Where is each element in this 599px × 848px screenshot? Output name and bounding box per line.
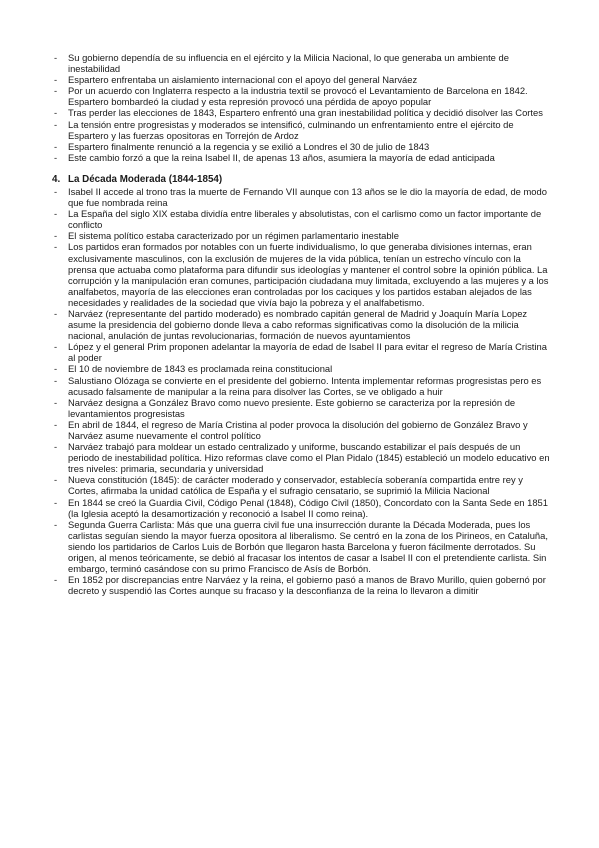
list-item: - López y el general Prim proponen adelantar la mayoría de edad de Isabel II para evitar el regreso de María Cristina al poder — [52, 341, 552, 363]
list-item: - Espartero enfrentaba un aislamiento internacional con el apoyo del general Narváez — [52, 74, 552, 85]
list-item: - La tensión entre progresistas y moderados se intensificó, culminando un enfrentamiento entre el ejército de Espartero y las fuerzas opositoras en Torrejón de Ardoz — [52, 119, 552, 141]
section-bullet-list — [52, 186, 552, 596]
intro-bullet-list — [52, 52, 552, 163]
list-item: - Narváez trabajó para moldear un estado centralizado y uniforme, buscando estabilizar el país después de un periodo de inestabilidad política. Hizo reformas clave como el Plan Pidalo (1845) estableció un modelo educativo en tres niveles: primaria, secundaria y universidad — [52, 441, 552, 474]
list-item: - En 1852 por discrepancias entre Narváez y la reina, el gobierno pasó a manos de Bravo Murillo, quien gobernó por decreto y suspendió las Cortes aunque su fracaso y la desconfianza de la reina lo llevaron a dimitir — [52, 574, 552, 596]
list-item: - Tras perder las elecciones de 1843, Espartero enfrentó una gran inestabilidad política y decidió disolver las Cortes — [52, 107, 552, 118]
list-item: - Segunda Guerra Carlista: Más que una guerra civil fue una insurrección durante la Década Moderada, pues los carlistas seguían siendo la mayor fuerza opositora al liberalismo. Se centró en la zona de los Pirineos, en Cataluña, siendo los partidarios de Carlos Luis de Borbón que llegaron hasta Barcelona y fueron fácilmente derrotados. Su origen, al menos teóricamente, se debió al fracasar los intentos de casar a Isabel II con el pretendiente carlista. Sin embargo, terminó casándose con su primo Francisco de Asís de Borbón. — [52, 519, 552, 574]
list-item: - En abril de 1844, el regreso de María Cristina al poder provoca la disolución del gobierno de González Bravo y Narváez asume nuevamente el control político — [52, 419, 552, 441]
list-item: - Narváez designa a González Bravo como nuevo presiente. Este gobierno se caracteriza por la represión de levantamientos progresistas — [52, 397, 552, 419]
list-item: - La España del siglo XIX estaba dividía entre liberales y absolutistas, con el carlismo como un factor importante de conflicto — [52, 208, 552, 230]
list-item: - En 1844 se creó la Guardia Civil, Código Penal (1848), Código Civil (1850), Concordato con la Santa Sede en 1851 (la Iglesia aceptó la desamortización y reconoció a Isabel II como reina). — [52, 497, 552, 519]
list-item: - Los partidos eran formados por notables con un fuerte individualismo, lo que generaba divisiones internas, eran exclusivamente masculinos, con la exclusión de mujeres de la vida pública, tenían un estrecho vínculo con la prensa que actuaba como plataforma para difundir sus ideologías y mantener el control sobre la opinión pública. La corrupción y la manipulación eran comunes, participación ciudadana muy limitada, excluyendo a las mujeres y a los analfabetos, mayoría de las elecciones eran controladas por los caciques y los partidos estaban alejados de las necesidades y realidades de la sociedad que vivía bajo la pobreza y el analfabetismo. — [52, 241, 552, 308]
list-item: - Espartero finalmente renunció a la regencia y se exilió a Londres el 30 de julio de 1843 — [52, 141, 552, 152]
list-item: - Este cambio forzó a que la reina Isabel II, de apenas 13 años, asumiera la mayoría de edad anticipada — [52, 152, 552, 163]
list-item: - Isabel II accede al trono tras la muerte de Fernando VII aunque con 13 años se le dio la mayoría de edad, de modo que fue nombrada reina — [52, 186, 552, 208]
list-item: - Su gobierno dependía de su influencia en el ejército y la Milicia Nacional, lo que generaba un ambiente de inestabilidad — [52, 52, 552, 74]
list-item: - Nueva constitución (1845): de carácter moderado y conservador, establecía soberanía compartida entre rey y Cortes, afirmaba la unidad católica de España y el sufragio censatario, se suprimió la Milicia Nacional — [52, 474, 552, 496]
list-item: - El sistema político estaba caracterizado por un régimen parlamentario inestable — [52, 230, 552, 241]
list-item: - Narváez (representante del partido moderado) es nombrado capitán general de Madrid y Joaquín María Lopez asume la presidencia del gobierno donde lleva a cabo reformas significativas como la disolución de la milicia nacional, anulación de juntas revolucionarias, formación de nuevos ayuntamientos — [52, 308, 552, 341]
section-number: 4. — [52, 173, 61, 185]
list-item: - Salustiano Olózaga se convierte en el presidente del gobierno. Intenta implementar reformas progresistas pero es acusado falsamente de manipular a la reina para disolver las Cortes, se ve obligado a huir — [52, 375, 552, 397]
section-heading — [52, 174, 552, 186]
list-item: - El 10 de noviembre de 1843 es proclamada reina constitucional — [52, 363, 552, 374]
document-page — [52, 52, 552, 596]
list-item: - Por un acuerdo con Inglaterra respecto a la industria textil se provocó el Levantamiento de Barcelona en 1842. Espartero bombardeó la ciudad y esta represión provocó una pérdida de apoyo popular — [52, 85, 552, 107]
section-title: La Década Moderada (1844-1854) — [68, 173, 223, 185]
